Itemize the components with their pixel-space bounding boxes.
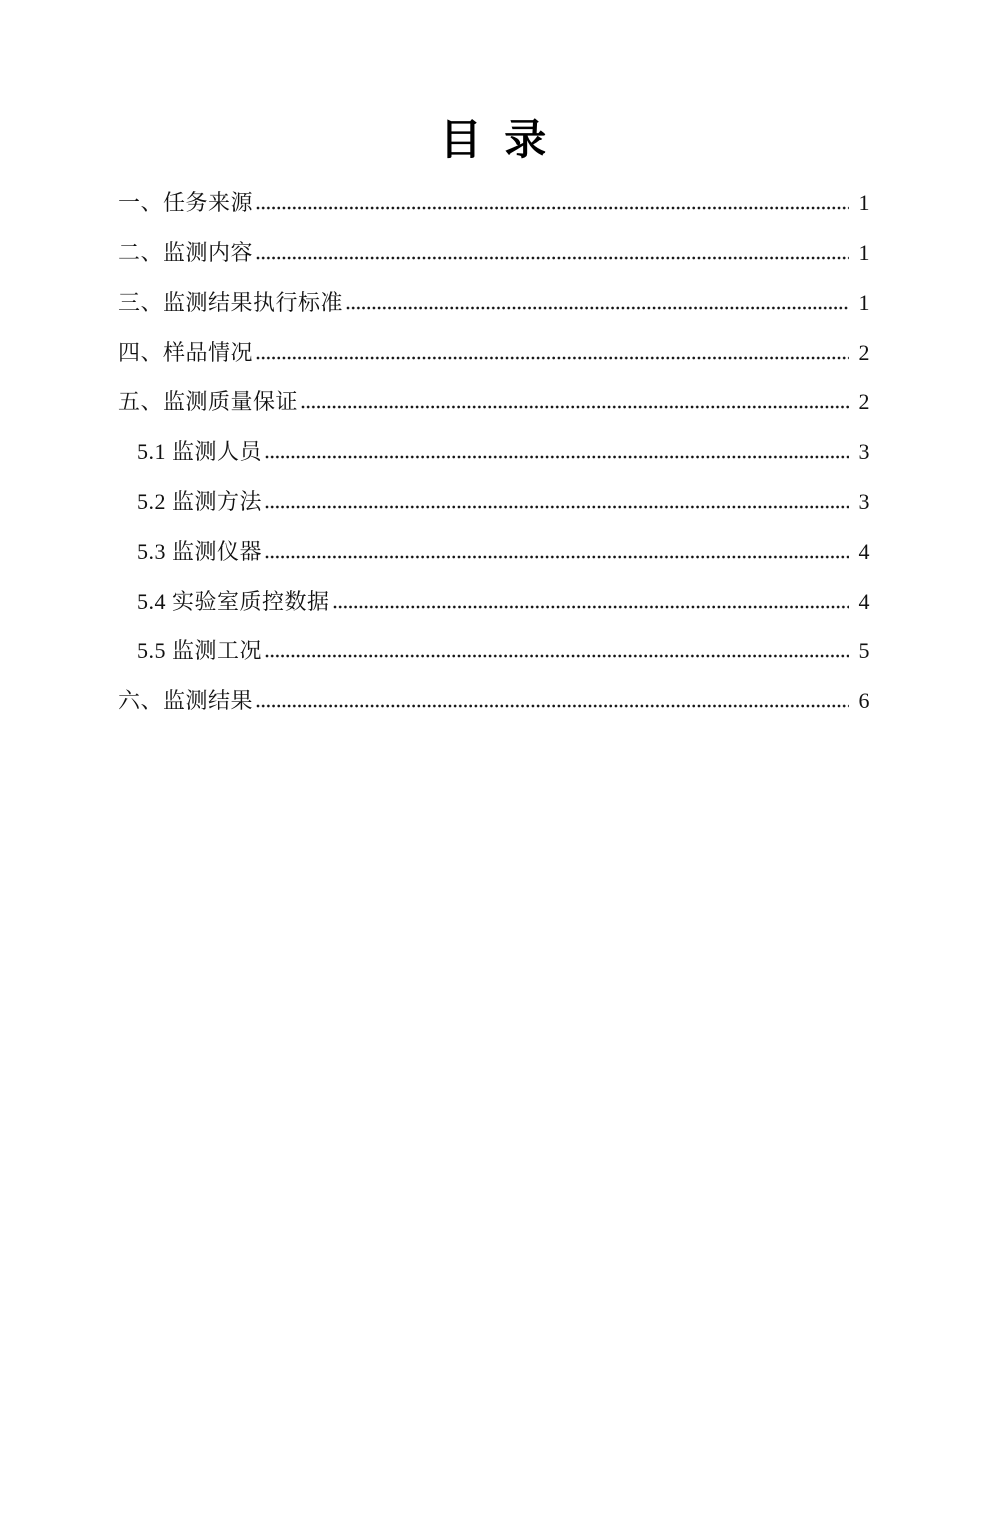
toc-entry-page: 1 — [858, 190, 870, 216]
toc-entry-label: 5.4 实验室质控数据 — [137, 588, 330, 614]
toc-entry-page: 2 — [858, 339, 870, 365]
dot-leader — [256, 256, 849, 260]
toc-entry[interactable] — [118, 186, 870, 236]
toc-entry[interactable] — [118, 286, 870, 336]
dot-leader — [265, 455, 849, 459]
page-title: 目 录 — [439, 118, 553, 164]
toc-entry[interactable] — [118, 236, 870, 286]
toc-entry-page: 5 — [858, 638, 870, 664]
toc-entry-page: 1 — [858, 239, 870, 265]
toc-entry-page: 3 — [858, 439, 870, 465]
dot-leader — [301, 405, 849, 409]
document-page — [0, 118, 992, 1521]
toc-entry-label: 一、任务来源 — [118, 190, 254, 216]
toc-entry-label: 5.3 监测仪器 — [137, 538, 263, 564]
dot-leader — [256, 704, 849, 708]
toc-entry-label: 5.5 监测工况 — [137, 638, 263, 664]
toc-entry[interactable] — [118, 684, 870, 734]
toc-entry-page: 1 — [858, 289, 870, 315]
toc-entry[interactable] — [118, 585, 870, 635]
toc-entry-label: 四、样品情况 — [118, 339, 254, 365]
toc-entry-label: 二、监测内容 — [118, 239, 254, 265]
dot-leader — [265, 654, 849, 658]
dot-leader — [265, 505, 849, 509]
toc-entry[interactable] — [118, 336, 870, 386]
dot-leader — [256, 206, 849, 210]
toc-entry-page: 4 — [858, 588, 870, 614]
toc-entry-page: 6 — [858, 688, 870, 714]
toc-entry-label: 5.2 监测方法 — [137, 488, 263, 514]
table-of-contents — [118, 186, 870, 734]
toc-entry-page: 3 — [858, 488, 870, 514]
toc-entry[interactable] — [118, 634, 870, 684]
toc-entry-page: 2 — [858, 389, 870, 415]
toc-entry[interactable] — [118, 535, 870, 585]
dot-leader — [256, 356, 849, 360]
dot-leader — [346, 306, 849, 310]
dot-leader — [333, 605, 849, 609]
toc-entry-label: 三、监测结果执行标准 — [118, 289, 344, 315]
toc-entry-label: 六、监测结果 — [118, 688, 254, 714]
toc-entry[interactable] — [118, 435, 870, 485]
toc-entry-label: 5.1 监测人员 — [137, 439, 263, 465]
toc-entry[interactable] — [118, 485, 870, 535]
dot-leader — [265, 555, 849, 559]
toc-entry[interactable] — [118, 385, 870, 435]
toc-entry-page: 4 — [858, 538, 870, 564]
toc-entry-label: 五、监测质量保证 — [118, 389, 299, 415]
